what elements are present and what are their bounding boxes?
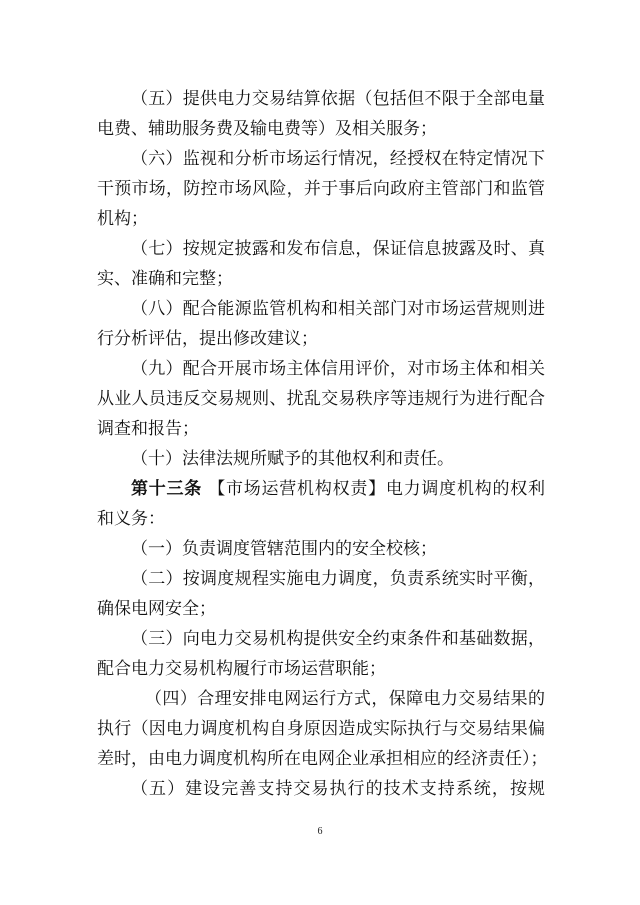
article-item-4: [97, 684, 548, 774]
text-line: （一）负责调度管辖范围内的安全校核；: [131, 539, 437, 559]
text-line: 确保电网安全；: [97, 599, 216, 619]
article-item-1: [97, 534, 545, 564]
article-item-3: [97, 624, 545, 684]
text-line: （七）按规定披露和发布信息，保证信息披露及时、真: [131, 239, 545, 259]
text-line: （六）监视和分析市场运行情况，经授权在特定情况下: [131, 149, 545, 169]
text-line: 差时，由电力调度机构所在电网企业承担相应的经济责任）；: [97, 749, 548, 769]
paragraph-item-6: [97, 144, 545, 234]
text-line: （八）配合能源监管机构和相关部门对市场运营规则进: [131, 299, 545, 319]
text-line: 机构；: [97, 209, 148, 229]
text-line: 调查和报告；: [97, 419, 199, 439]
text-line: （九）配合开展市场主体信用评价，对市场主体和相关: [131, 359, 545, 379]
text-line: （二）按调度规程实施电力调度，负责系统实时平衡，: [131, 569, 545, 589]
article-heading-line: [97, 474, 545, 504]
paragraph-item-9: [97, 354, 545, 444]
article-item-5: [97, 774, 545, 804]
page-number: 6: [317, 826, 323, 837]
article-13: [97, 474, 545, 534]
paragraph-item-5: [97, 84, 545, 144]
text-line: 行分析评估，提出修改建议；: [97, 329, 318, 349]
article-heading-text: 【市场运营机构权责】电力调度机构的权利: [208, 479, 546, 499]
text-line: 执行（因电力调度机构自身原因造成实际执行与交易结果偏: [97, 719, 545, 739]
article-item-2: [97, 564, 545, 624]
paragraph-item-10: [97, 444, 545, 474]
text-line: 和义务：: [97, 509, 165, 529]
text-line: （十）法律法规所赋予的其他权利和责任。: [131, 449, 454, 469]
paragraph-item-8: [97, 294, 545, 354]
text-line: 配合电力交易机构履行市场运营职能；: [97, 659, 386, 679]
document-body: [97, 84, 548, 804]
paragraph-item-7: [97, 234, 545, 294]
text-line: （三）向电力交易机构提供安全约束条件和基础数据，: [131, 629, 545, 649]
text-line: 从业人员违反交易规则、扰乱交易秩序等违规行为进行配合: [97, 389, 545, 409]
text-line: （五）提供电力交易结算依据（包括但不限于全部电量: [131, 89, 545, 109]
text-line: 电费、辅助服务费及输电费等）及相关服务；: [97, 119, 437, 139]
text-line: （四）合理安排电网运行方式，保障电力交易结果的: [145, 689, 545, 709]
text-line: 实、准确和完整；: [97, 269, 233, 289]
text-line: 干预市场，防控市场风险，并于事后向政府主管部门和监管: [97, 179, 545, 199]
article-label: 第十三条: [131, 479, 203, 499]
text-line: （五）建设完善支持交易执行的技术支持系统，按规: [131, 779, 545, 799]
